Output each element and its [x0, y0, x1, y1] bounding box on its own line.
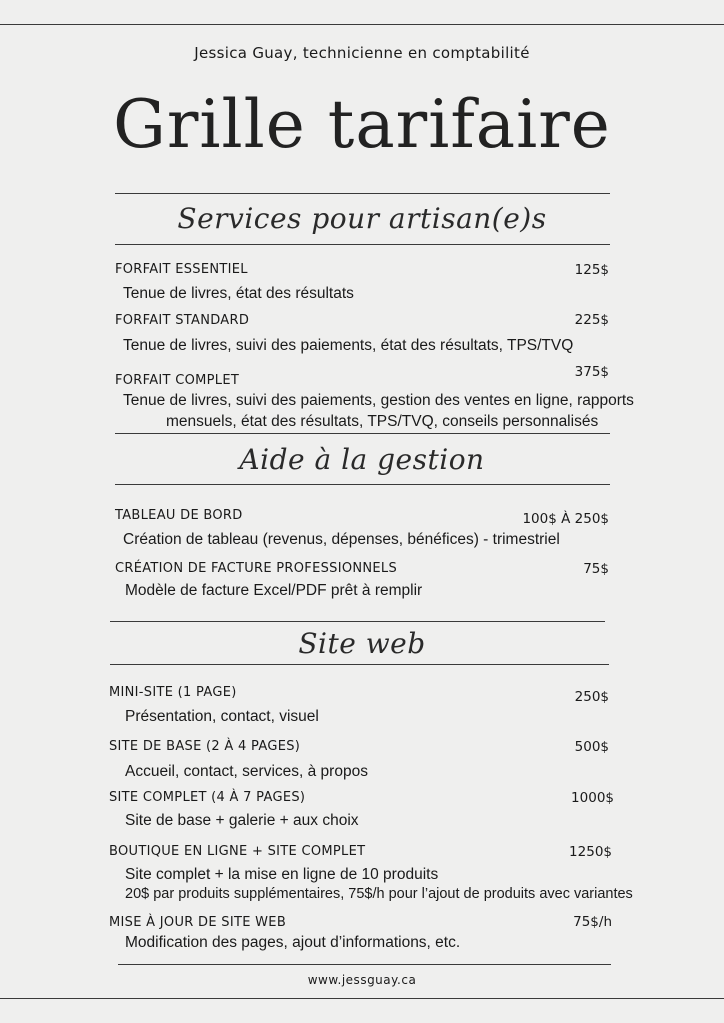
item-desc-forfait-complet-2: mensuels, état des résultats, TPS/TVQ, conseils personnalisés	[166, 413, 599, 430]
footer-website[interactable]: www.jessguay.ca	[307, 973, 417, 987]
section-divider	[115, 193, 610, 194]
item-price-forfait-essentiel: 125$	[574, 262, 609, 278]
item-price-boutique: 1250$	[569, 844, 612, 860]
section-divider	[115, 244, 610, 245]
footer-divider	[118, 964, 611, 965]
item-desc-forfait-standard: Tenue de livres, suivi des paiements, état des résultats, TPS/TVQ	[123, 337, 574, 354]
item-desc-tableau-de-bord: Création de tableau (revenus, dépenses, bénéfices) - trimestriel	[123, 531, 560, 548]
item-desc-mini-site: Présentation, contact, visuel	[125, 708, 319, 725]
item-price-mise-a-jour: 75$/h	[573, 914, 612, 930]
section-divider	[110, 621, 605, 622]
item-price-mini-site: 250$	[574, 689, 609, 705]
item-desc-site-complet: Site de base + galerie + aux choix	[125, 812, 359, 829]
item-price-site-complet: 1000$	[571, 790, 614, 806]
item-price-forfait-complet: 375$	[574, 364, 609, 380]
section-divider	[115, 484, 610, 485]
page-title: Grille tarifaire	[113, 86, 611, 163]
item-name-forfait-complet: FORFAIT COMPLET	[115, 373, 240, 388]
item-name-mise-a-jour: MISE À JOUR DE SITE WEB	[109, 915, 287, 930]
top-border-line	[0, 24, 724, 25]
bottom-border-line	[0, 998, 724, 999]
item-desc-mise-a-jour: Modification des pages, ajout d’informations, etc.	[125, 934, 461, 951]
item-price-forfait-standard: 225$	[574, 312, 609, 328]
item-name-forfait-essentiel: FORFAIT ESSENTIEL	[115, 262, 248, 277]
item-desc-boutique-1: Site complet + la mise en ligne de 10 produits	[125, 866, 439, 883]
author-line: Jessica Guay, technicienne en comptabilité	[194, 44, 530, 62]
item-desc-facture: Modèle de facture Excel/PDF prêt à remplir	[125, 582, 423, 599]
item-name-tableau-de-bord: TABLEAU DE BORD	[115, 508, 243, 523]
item-desc-boutique-2: 20$ par produits supplémentaires, 75$/h pour l’ajout de produits avec variantes	[125, 886, 633, 902]
section-divider	[110, 664, 609, 665]
section-title-services: Services pour artisan(e)s	[177, 202, 547, 235]
item-name-site-de-base: SITE DE BASE (2 À 4 PAGES)	[109, 739, 301, 754]
section-title-gestion: Aide à la gestion	[239, 443, 485, 476]
item-name-site-complet: SITE COMPLET (4 À 7 PAGES)	[109, 790, 306, 805]
item-price-tableau-de-bord: 100$ À 250$	[522, 511, 609, 527]
item-name-forfait-standard: FORFAIT STANDARD	[115, 313, 250, 328]
item-desc-site-de-base: Accueil, contact, services, à propos	[125, 763, 368, 780]
item-price-facture: 75$	[583, 561, 609, 577]
section-divider	[115, 433, 610, 434]
section-title-site-web: Site web	[298, 627, 426, 660]
item-name-facture: CRÉATION DE FACTURE PROFESSIONNELS	[115, 561, 398, 576]
item-name-boutique: BOUTIQUE EN LIGNE + SITE COMPLET	[109, 844, 366, 859]
item-name-mini-site: MINI-SITE (1 PAGE)	[109, 685, 237, 700]
item-desc-forfait-complet-1: Tenue de livres, suivi des paiements, gestion des ventes en ligne, rapports	[123, 392, 634, 409]
item-desc-forfait-essentiel: Tenue de livres, état des résultats	[123, 285, 354, 302]
item-price-site-de-base: 500$	[574, 739, 609, 755]
